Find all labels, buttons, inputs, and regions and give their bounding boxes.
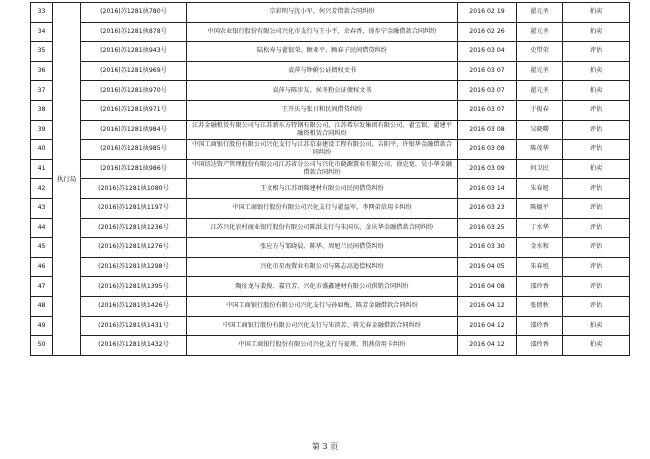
filing-date: 2016 03 07 <box>458 100 517 120</box>
case-number: (2016)苏1281执780号 <box>81 3 187 23</box>
filing-date: 2016 02 26 <box>458 22 517 42</box>
row-number: 40 <box>31 140 53 160</box>
row-number: 48 <box>31 296 53 316</box>
case-number: (2016)苏1281执1080号 <box>81 179 187 199</box>
filing-date: 2016 03 08 <box>458 120 517 140</box>
row-number: 39 <box>31 120 53 140</box>
handler-name: 史望荣 <box>517 42 563 62</box>
table-row <box>31 316 630 336</box>
disposal-type: 评估 <box>563 140 630 160</box>
row-number: 38 <box>31 100 53 120</box>
case-number: (2016)苏1281执1395号 <box>81 277 187 297</box>
row-number: 49 <box>31 316 53 336</box>
case-number: (2016)苏1281执1431号 <box>81 316 187 336</box>
row-number: 41 <box>31 159 53 179</box>
case-number: (2016)苏1281执969号 <box>81 61 187 81</box>
case-title: 江苏兴化农村商业银行股份有限公司陈洪支行与朱国东、金庆华金融借款合同纠纷 <box>187 218 458 238</box>
case-title: 袁萍与钟蔚公证债权文书 <box>187 61 458 81</box>
handler-name: 何卫民 <box>517 159 563 179</box>
handler-name: 邵玲香 <box>517 277 563 297</box>
row-number: 36 <box>31 61 53 81</box>
disposal-type: 拍卖 <box>563 22 630 42</box>
filing-date: 2016 04 08 <box>458 277 517 297</box>
row-number: 35 <box>31 42 53 62</box>
case-title: 江苏金融租赁有限公司与江苏新东方特钢有限公司、江苏希尔发集团有限公司、翟宝银、翟建平融资租赁合同纠纷 <box>187 120 458 140</box>
case-number: (2016)苏1281执971号 <box>81 100 187 120</box>
case-title: 中国农业银行股份有限公司兴化市支行与王小平、余春香、徐步宁金融借款合同纠纷 <box>187 22 458 42</box>
filing-date: 2016 03 07 <box>458 81 517 101</box>
table-row <box>31 120 630 140</box>
handler-name: 邵玲香 <box>517 316 563 336</box>
table-row <box>31 218 630 238</box>
table-row <box>31 257 630 277</box>
row-number: 44 <box>31 218 53 238</box>
handler-name: 陈茂华 <box>517 140 563 160</box>
filing-date: 2016 03 04 <box>458 42 517 62</box>
table-row <box>31 238 630 258</box>
handler-name: 翟元圣 <box>517 22 563 42</box>
row-number: 42 <box>31 179 53 199</box>
handler-name: 张僖秋 <box>517 296 563 316</box>
department-cell: 执行局 <box>53 3 81 356</box>
case-title: 中国工商银行股份有限公司兴化支行与朱滨芳、蒋元春金融借款合同纠纷 <box>187 316 458 336</box>
filing-date: 2016 03 07 <box>458 61 517 81</box>
disposal-type: 评估 <box>563 277 630 297</box>
disposal-type: 拍卖 <box>563 336 630 356</box>
handler-name: 吴晓曙 <box>517 120 563 140</box>
filing-date: 2016 04 05 <box>458 257 517 277</box>
handler-name: 于俊春 <box>517 100 563 120</box>
disposal-type: 评估 <box>563 296 630 316</box>
table-row <box>31 179 630 199</box>
filing-date: 2016 03 30 <box>458 238 517 258</box>
filing-date: 2016 04 12 <box>458 336 517 356</box>
filing-date: 2016 04 12 <box>458 316 517 336</box>
case-title: 王文根与江苏团隆建材有限公司民间借贷纠纷 <box>187 179 458 199</box>
filing-date: 2016 02 19 <box>458 3 517 23</box>
disposal-type: 拍卖 <box>563 3 630 23</box>
row-number: 37 <box>31 81 53 101</box>
case-number: (2016)苏1281执943号 <box>81 42 187 62</box>
row-number: 50 <box>31 336 53 356</box>
handler-name: 翟元圣 <box>517 61 563 81</box>
filing-date: 2016 03 14 <box>458 179 517 199</box>
disposal-type: 评估 <box>563 42 630 62</box>
table-row <box>31 61 630 81</box>
case-number: (2016)苏1281执986号 <box>81 159 187 179</box>
disposal-type: 评估 <box>563 179 630 199</box>
handler-name: 朱春旭 <box>517 179 563 199</box>
row-number: 45 <box>31 238 53 258</box>
case-title: 中国工商银行股份有限公司兴化支行与孙如梅、陈芳金融借款合同纠纷 <box>187 296 458 316</box>
row-number: 34 <box>31 22 53 42</box>
case-title: 陶征龙与裴俊、嘉宜芳、兴化市盛鑫建材有限公司供销合同纠纷 <box>187 277 458 297</box>
table-row <box>31 81 630 101</box>
filing-date: 2016 03 08 <box>458 140 517 160</box>
case-number: (2016)苏1281执1432号 <box>81 336 187 356</box>
disposal-type: 拍卖 <box>563 61 630 81</box>
case-number: (2016)苏1281执1276号 <box>81 238 187 258</box>
handler-name: 陈德平 <box>517 198 563 218</box>
handler-name: 丁水华 <box>517 218 563 238</box>
handler-name: 金水和 <box>517 238 563 258</box>
case-table-body <box>31 3 630 356</box>
handler-name: 翟元圣 <box>517 81 563 101</box>
case-title: 张应方与邹晓晨、陈华、周旭兰民间借贷纠纷 <box>187 238 458 258</box>
case-number: (2016)苏1281执1197号 <box>81 198 187 218</box>
case-number: (2016)苏1281执1236号 <box>81 218 187 238</box>
case-number: (2016)苏1281执1298号 <box>81 257 187 277</box>
case-title: 王开庆与张日和民间借贷纠纷 <box>187 100 458 120</box>
row-number: 46 <box>31 257 53 277</box>
case-number: (2016)苏1281执1426号 <box>81 296 187 316</box>
handler-name: 翟元圣 <box>517 3 563 23</box>
disposal-type: 评估 <box>563 100 630 120</box>
table-row <box>31 22 630 42</box>
case-number: (2016)苏1281执985号 <box>81 140 187 160</box>
filing-date: 2016 03 23 <box>458 198 517 218</box>
case-title: 中国信达资产管理股份有限公司江苏省分公司与兴化市晓源置业有限公司、徐克宽、吴小华金融借款合同纠纷 <box>187 159 458 179</box>
filing-date: 2016 04 12 <box>458 296 517 316</box>
case-number: (2016)苏1281执878号 <box>81 22 187 42</box>
case-title: 中国工商银行股份有限公司兴化支行与江苏京泰建设工程有限公司、吉阳平、许银华金融借款合同纠纷 <box>187 140 458 160</box>
table-row <box>31 277 630 297</box>
disposal-type: 评估 <box>563 257 630 277</box>
table-row <box>31 296 630 316</box>
table-row <box>31 42 630 62</box>
case-title: 陆松寿与翟银荣、顾亚平、顾春子民间借贷纠纷 <box>187 42 458 62</box>
table-row <box>31 3 630 23</box>
table-row <box>31 336 630 356</box>
filing-date: 2016 03 09 <box>458 159 517 179</box>
case-table-container <box>30 2 629 356</box>
case-table <box>30 2 630 356</box>
case-title: 中国工商银行股份有限公司兴化支行与翟益军、李网弟信用卡纠纷 <box>187 198 458 218</box>
disposal-type: 评估 <box>563 218 630 238</box>
case-title: 中国工商银行股份有限公司兴化支行与夏瑾、钮燕信用卡纠纷 <box>187 336 458 356</box>
disposal-type: 拍卖 <box>563 81 630 101</box>
disposal-type: 评估 <box>563 198 630 218</box>
disposal-type: 评估 <box>563 238 630 258</box>
case-number: (2016)苏1281执984号 <box>81 120 187 140</box>
table-row <box>31 140 630 160</box>
case-title: 宗彩明与沈小军、何兴芳借款合同纠纷 <box>187 3 458 23</box>
case-number: (2016)苏1281执970号 <box>81 81 187 101</box>
case-title: 袁萍与陈步友、侯冬粉公证债权文书 <box>187 81 458 101</box>
disposal-type: 拍卖 <box>563 316 630 336</box>
disposal-type: 拍卖 <box>563 159 630 179</box>
case-title: 兴化市星海置业有限公司与陈志高追偿权纠纷 <box>187 257 458 277</box>
disposal-type: 评估 <box>563 120 630 140</box>
row-number: 43 <box>31 198 53 218</box>
row-number: 47 <box>31 277 53 297</box>
page-number: 第 3 页 <box>311 442 339 451</box>
table-row <box>31 159 630 179</box>
filing-date: 2016 03 25 <box>458 218 517 238</box>
table-row <box>31 100 630 120</box>
handler-name: 邵玲香 <box>517 336 563 356</box>
handler-name: 朱春旭 <box>517 257 563 277</box>
row-number: 33 <box>31 3 53 23</box>
table-row <box>31 198 630 218</box>
